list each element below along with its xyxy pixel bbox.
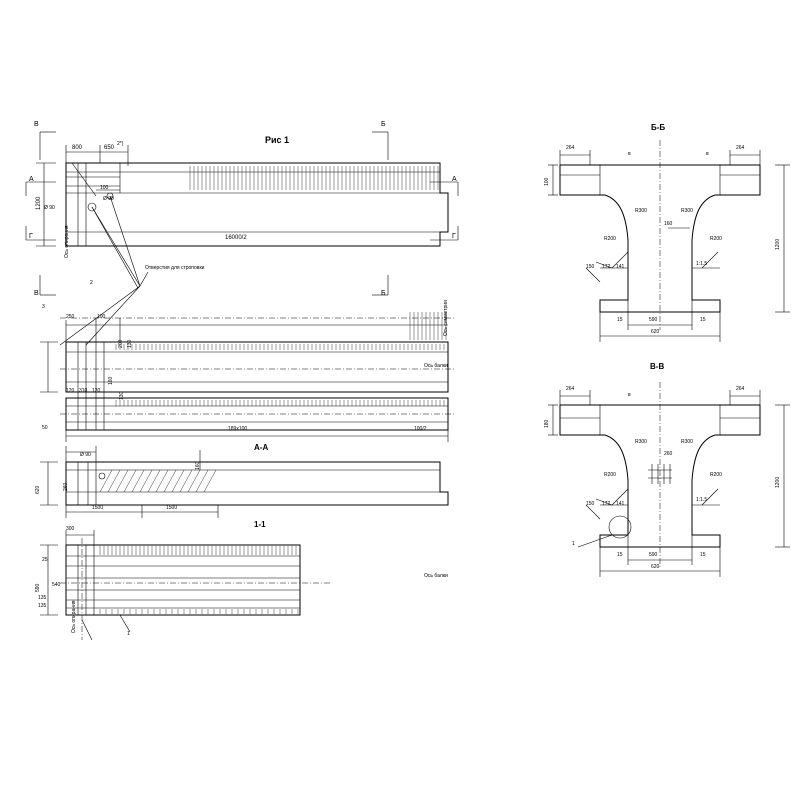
dim-160-plan: 160 [108,376,114,385]
dim-150-bb: 150 [586,264,595,270]
slope-vv: 1:1.5 [696,497,708,503]
dim-260-aa: 260 [63,482,69,491]
radius-r300-vv-left: R300 [635,439,647,445]
dim-250: 250 [66,314,75,320]
dim-310: 310 [79,388,88,394]
dim-141-vv: 141 [616,501,625,507]
dim-dia90-a: Ø 90 [44,205,55,211]
dim-120-b: 120 [92,388,101,394]
dim-590-vv: 590 [649,552,658,558]
dim-590-11: 590 [35,583,41,592]
dim-264-vv-left: 264 [566,386,575,392]
callout-1-11: 1 [127,631,130,637]
dim-160-bb: 160 [664,221,673,227]
dim-264-bb-right: 264 [736,145,745,151]
dim-15-vv-left: 15 [617,552,623,558]
dim-1200-vv: 1200 [775,476,781,488]
note-axis-support-2: Ось опирания [71,600,77,633]
note-axis-beam-1: Ось балки [424,363,448,369]
letter-v-vv: в [628,392,631,398]
mark-a-left: А [29,176,34,183]
radius-r300-bb-right: R300 [681,208,693,214]
dim-50: 50 [42,425,48,431]
mark-g-right: Г [452,233,456,240]
dim-650: 650 [104,145,115,151]
dim-1500-a: 1500 [92,505,104,511]
dim-160-aa: 160 [195,461,201,470]
mark-a-right: А [452,176,457,183]
dim-540-11: 540 [52,582,61,588]
dim-620-aa: 620 [35,485,41,494]
dim-16000-half: 16000/2 [225,235,247,241]
dim-300-11: 300 [66,526,75,532]
note-2-star: 2*) [117,141,124,147]
mark-v-top-left: В [34,121,39,128]
dim-15-bb-right: 15 [700,317,706,323]
dim-130-b: 130 [119,391,125,400]
dim-3: 3 [42,304,45,310]
radius-r200-bb-right: R200 [710,236,722,242]
mark-b-bottom-right: Б [381,290,386,297]
dim-120-a: 120 [66,388,75,394]
dim-135-a: 135 [38,595,47,601]
dim-1200-bb: 1200 [775,238,781,250]
note-axis-symmetry: Ось симметрии [443,300,449,336]
dim-135-b: 135 [38,603,47,609]
figure-title: Рис 1 [265,135,290,145]
dim-100-bb: 100 [544,177,550,186]
dim-dia90-b: Ø 90 [103,196,114,202]
dim-172-vv: 172 [602,501,611,507]
note-axis-support-1: Ось опирания [64,225,70,258]
mark-b-top-right: Б [381,121,386,128]
dim-590-bb: 590 [649,317,658,323]
callout-1-vv: 1 [572,541,575,547]
slope-bb: 1:1.5 [696,261,708,267]
dim-100-half: 100/2 [414,426,427,432]
dim-1500-b: 1500 [166,505,178,511]
dim-141-bb: 141 [616,264,625,270]
dim-264-bb-left: 264 [566,145,575,151]
mark-g-left: Г [29,233,33,240]
dim-dia90-aa: Ø 90 [80,452,91,458]
label-section-vv: В-В [650,362,665,371]
dim-172-bb: 172 [602,264,611,270]
radius-r300-bb-left: R300 [635,208,647,214]
dim-189x100: 189x100 [228,426,248,432]
label-section-aa: А-А [254,443,269,452]
dim-100-plan: 100 [97,314,106,320]
dim-15-vv-right: 15 [700,552,706,558]
note-2: 2 [90,280,93,286]
dim-130-a: 130 [127,339,133,348]
mark-v-bottom-left: В [34,290,39,297]
dim-25-11: 25 [42,557,48,563]
dim-800: 800 [72,145,83,151]
dim-1200-elev: 1200 [36,196,42,210]
radius-r200-vv-left: R200 [604,472,616,478]
dim-620-vv: 620 [651,564,660,570]
radius-r200-vv-right: R200 [710,472,722,478]
dim-15-bb-left: 15 [617,317,623,323]
radius-r200-bb-left: R200 [604,236,616,242]
label-section-11: 1-1 [254,520,266,529]
dim-260-vv: 260 [664,451,673,457]
note-axis-beam-2: Ось балки [424,573,448,579]
letter-v-bb-right: в [706,151,709,157]
dim-100-elev: 100 [100,185,109,191]
dim-264-vv-right: 264 [736,386,745,392]
dim-620-bb: 620 [651,329,660,335]
dim-150-vv: 150 [586,501,595,507]
note-lifting-holes: Отверстия для строповки [145,265,205,271]
dim-180-vv: 180 [544,419,550,428]
label-section-bb: Б-Б [651,123,666,132]
radius-r300-vv-right: R300 [681,439,693,445]
dim-200: 200 [118,339,124,348]
letter-v-bb-left: в [628,151,631,157]
